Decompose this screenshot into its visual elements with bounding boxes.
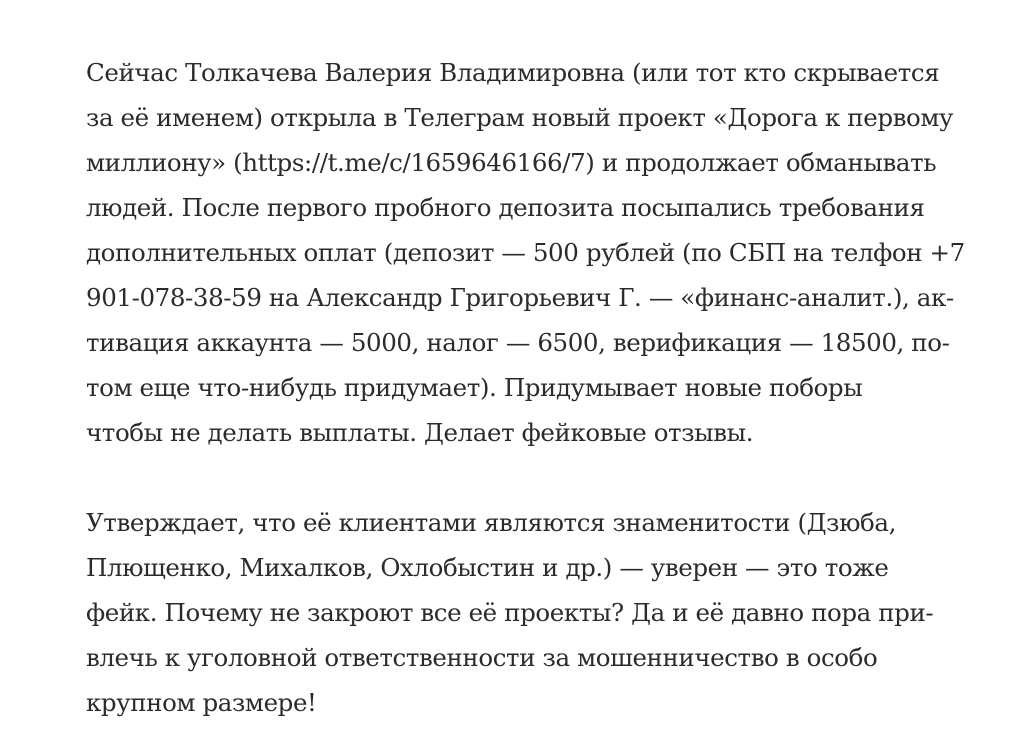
text-line: Плющенко, Михалков, Охлобыстин и др.) — уверен — это тоже	[86, 553, 889, 582]
text-line: миллиону» (https://t.me/c/1659646166/7) и продолжает обманывать	[86, 148, 937, 177]
text-line: Сейчас Толкачева Валерия Владимировна (или тот кто скрывается	[86, 58, 940, 87]
paragraph-2	[86, 500, 1006, 725]
text-line: Утверждает, что её клиентами являются знаменитости (Дзюба,	[86, 508, 896, 537]
text-line: влечь к уголовной ответственности за мошенничество в особо	[86, 643, 878, 672]
text-line: том еще что-нибудь придумает). Придумывает новые поборы	[86, 373, 863, 402]
text-line: 901-078-38-59 на Александр Григорьевич Г. — «финанс-аналит.), ак-	[86, 283, 954, 312]
text-line: людей. После первого пробного депозита посыпались требования	[86, 193, 925, 222]
paragraph-1	[86, 50, 1006, 455]
text-line: фейк. Почему не закроют все её проекты? Да и её давно пора при-	[86, 598, 934, 627]
text-line: чтобы не делать выплаты. Делает фейковые отзывы.	[86, 418, 754, 447]
text-line: за её именем) открыла в Телеграм новый проект «Дорога к первому	[86, 103, 954, 132]
paragraph-spacer	[86, 455, 1006, 500]
text-line: крупном размере!	[86, 688, 317, 717]
text-line: дополнительных оплат (депозит — 500 рублей (по СБП на телфон +7	[86, 238, 965, 267]
article-body	[86, 50, 1006, 725]
text-line: тивация аккаунта — 5000, налог — 6500, верификация — 18500, по-	[86, 328, 950, 357]
